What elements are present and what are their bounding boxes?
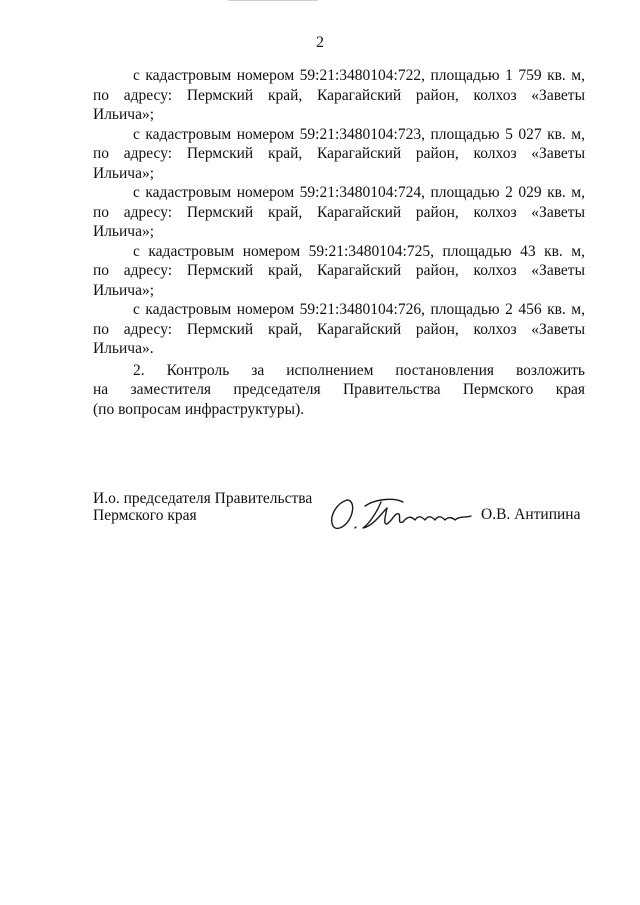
clause-line: по адресу: Пермский край, Карагайский район, колхоз «Заветы <box>93 203 585 221</box>
clause-line: по адресу: Пермский край, Карагайский район, колхоз «Заветы <box>93 86 585 104</box>
clause-line: Ильича»; <box>93 106 155 123</box>
control-paragraph <box>93 361 585 420</box>
clause-parcel-723 <box>93 125 585 184</box>
clause-line: с кадастровым номером 59:21:3480104:725, площадью 43 кв. м, <box>133 242 585 260</box>
scan-artifact-line <box>228 0 318 3</box>
control-line: (по вопросам инфраструктуры). <box>93 400 305 418</box>
clause-line: Ильича»; <box>93 281 155 299</box>
clause-line: Ильича»; <box>93 223 155 240</box>
clause-line: по адресу: Пермский край, Карагайский район, колхоз «Заветы <box>93 145 585 162</box>
clause-parcel-722 <box>93 66 585 125</box>
signatory-title-line: Пермского края <box>93 507 197 524</box>
signatory-name: О.В. Антипина <box>481 506 581 523</box>
clause-line: с кадастровым номером 59:21:3480104:724, площадью 2 029 кв. м, <box>133 184 585 201</box>
clause-line: Ильича»; <box>93 164 155 182</box>
signature-block <box>93 490 593 540</box>
clause-parcel-726 <box>93 300 585 359</box>
clause-line: с кадастровым номером 59:21:3480104:726, площадью 2 456 кв. м, <box>133 301 585 318</box>
clause-parcel-724 <box>93 183 585 242</box>
signatory-title-line: И.о. председателя Правительства <box>93 490 313 507</box>
clause-line: по адресу: Пермский край, Карагайский район, колхоз «Заветы <box>93 262 585 279</box>
document-body <box>93 66 585 419</box>
control-line: на заместителя председателя Правительства Пермского края <box>93 381 585 398</box>
control-line: 2. Контроль за исполнением постановления возложить <box>133 361 585 379</box>
clause-line: с кадастровым номером 59:21:3480104:723, площадью 5 027 кв. м, <box>133 125 585 143</box>
clause-line: по адресу: Пермский край, Карагайский район, колхоз «Заветы <box>93 320 585 338</box>
clause-line: Ильича». <box>93 340 154 357</box>
clause-line: с кадастровым номером 59:21:3480104:722, площадью 1 759 кв. м, <box>133 67 585 84</box>
signatory-title <box>93 490 312 524</box>
clause-parcel-725 <box>93 242 585 301</box>
page-number: 2 <box>316 34 324 51</box>
handwritten-signature <box>325 492 495 534</box>
